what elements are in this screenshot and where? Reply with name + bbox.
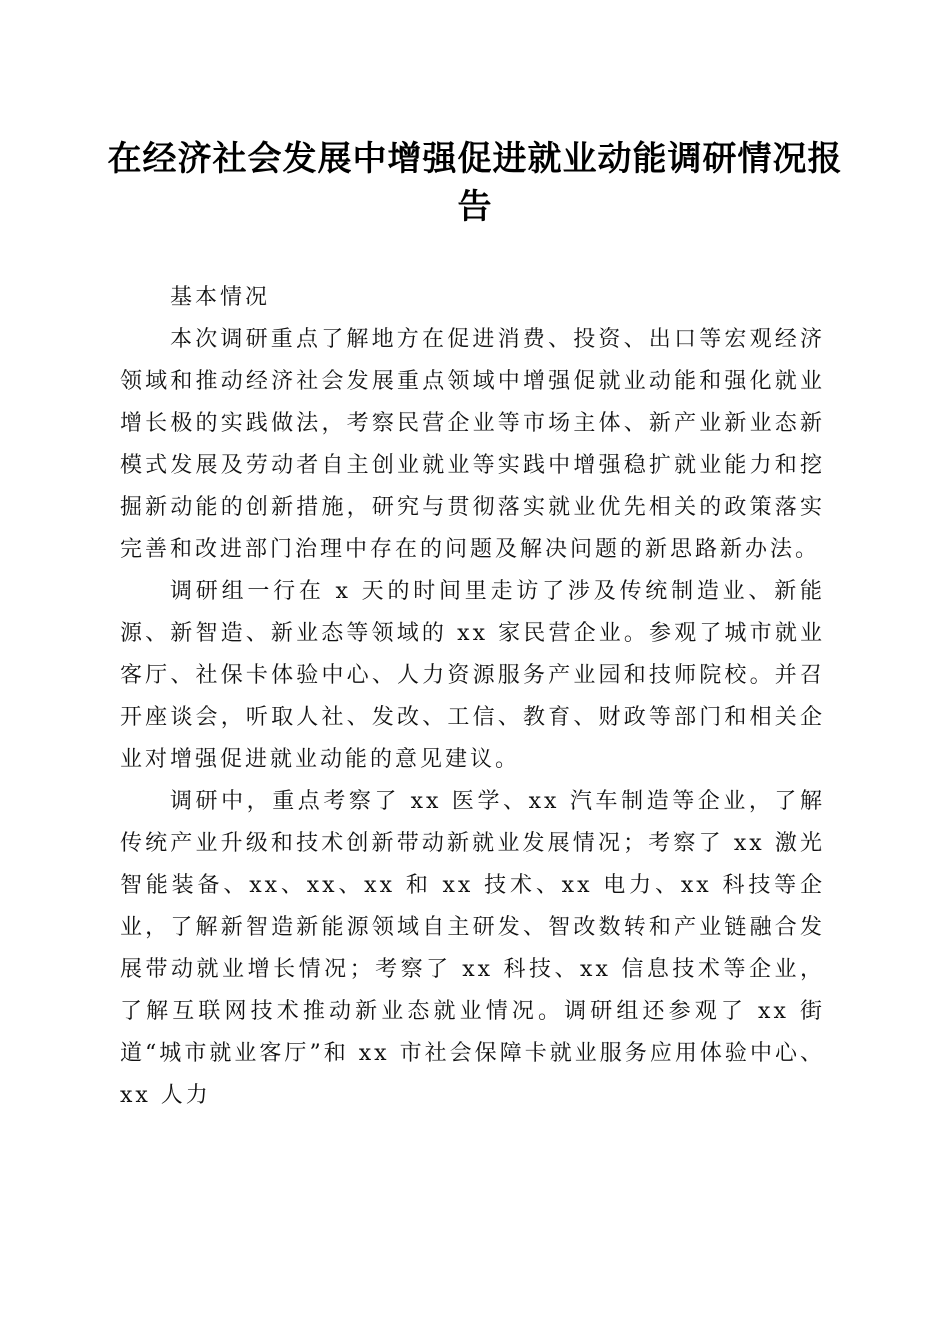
section-heading: 基本情况 — [170, 285, 271, 310]
paragraph-2: 调研组一行在 x 天的时间里走访了涉及传统制造业、新能源、新智造、新业态等领域的 xx 家民营企业。参观了城市就业客厅、社保卡体验中心、人力资源服务产业园和技师院校。并召开座谈会，听取人社、发改、工信、教育、财政等部门和相关企业对增强促进就业动能的意见建议。 — [120, 579, 825, 772]
document-body — [120, 277, 825, 1117]
document-title: 在经济社会发展中增强促进就业动能调研情况报告 — [107, 139, 843, 227]
paragraph-3: 调研中，重点考察了 xx 医学、xx 汽车制造等企业，了解传统产业升级和技术创新带动新就业发展情况；考察了 xx 激光智能装备、xx、xx、xx 和 xx 技术、xx 电力、xx 科技等企业，了解新智造新能源领域自主研发、智改数转和产业链融合发展带动就业增长情况；考察了 xx 科技、xx 信息技术等企业，了解互联网技术推动新业态就业情况。调研组还参观了 xx 街道“城市就业客厅”和 xx 市社会保障卡就业服务应用体验中心、xx 人力 — [120, 789, 825, 1108]
paragraph-1: 本次调研重点了解地方在促进消费、投资、出口等宏观经济领域和推动经济社会发展重点领域中增强促就业动能和强化就业增长极的实践做法，考察民营企业等市场主体、新产业新业态新模式发展及劳动者自主创业就业等实践中增强稳扩就业能力和挖掘新动能的创新措施，研究与贯彻落实就业优先相关的政策落实完善和改进部门治理中存在的问题及解决问题的新思路新办法。 — [120, 327, 825, 562]
